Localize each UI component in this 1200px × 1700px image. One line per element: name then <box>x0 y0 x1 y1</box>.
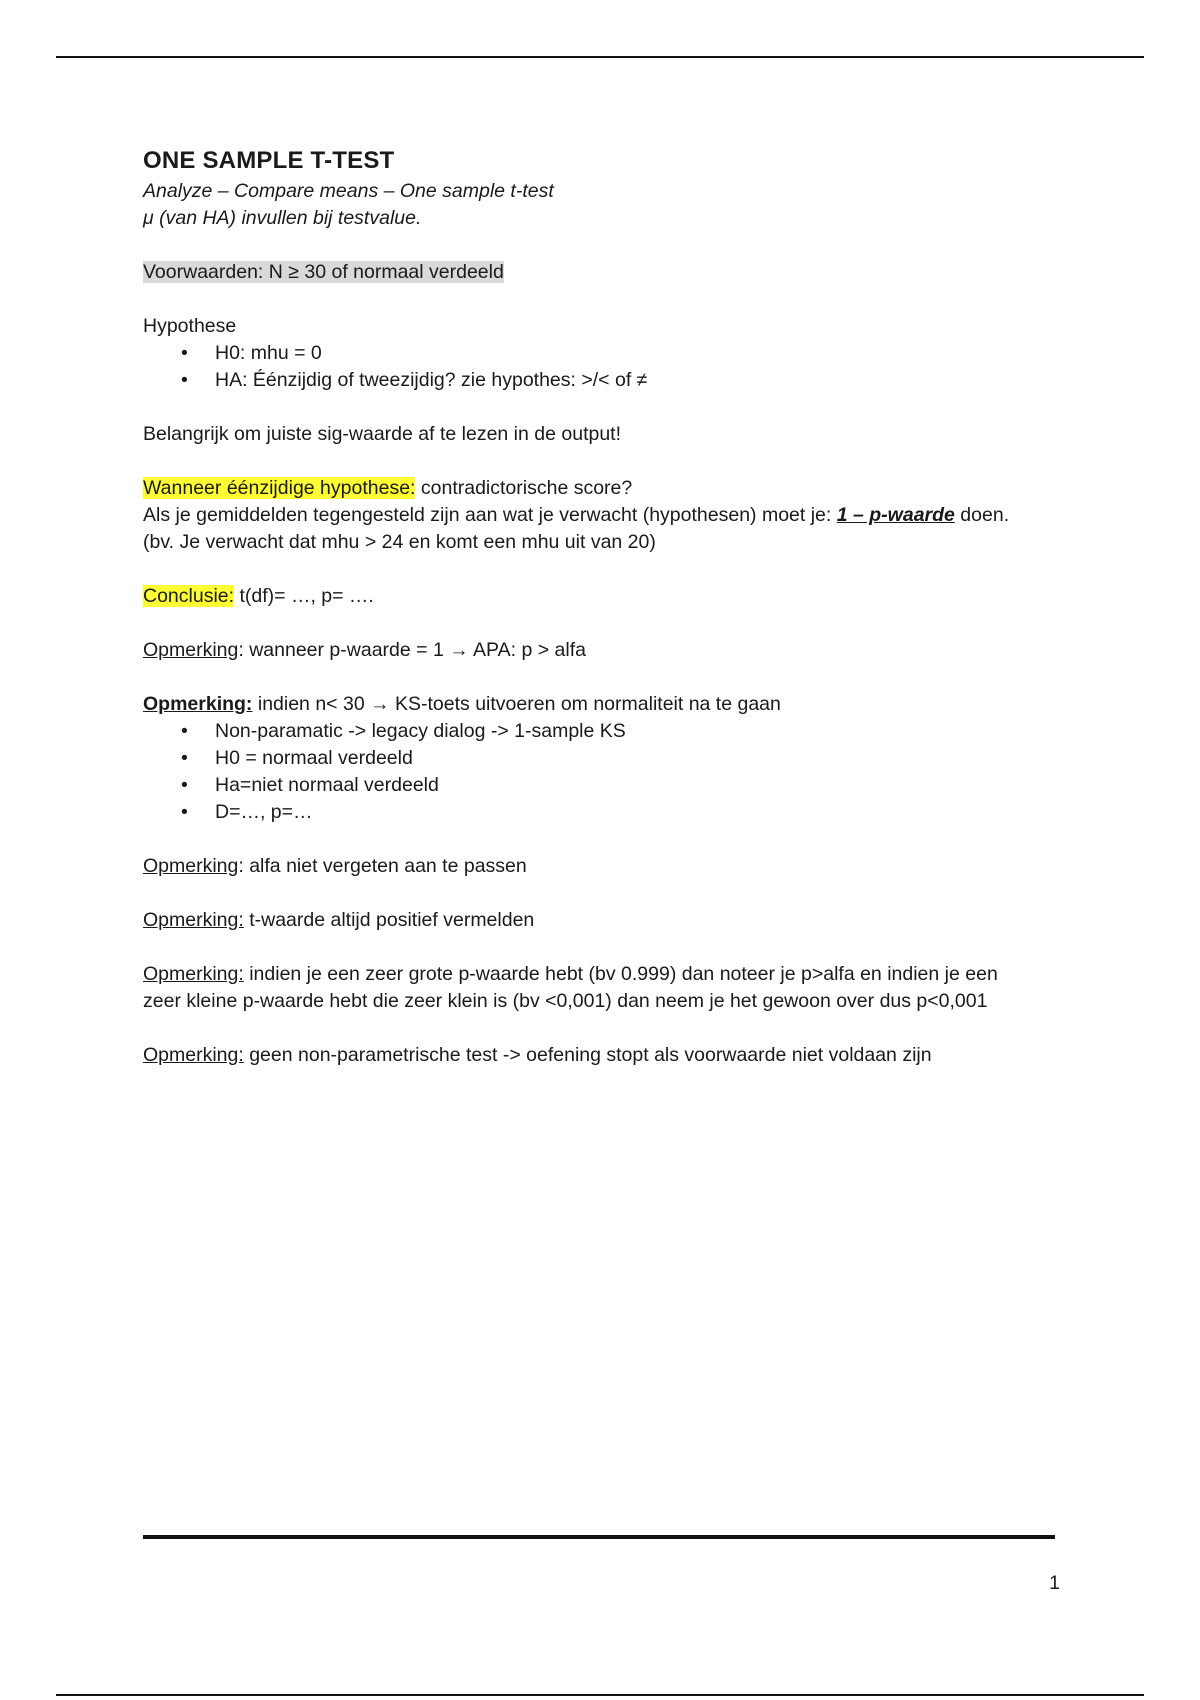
conclusion-highlight: Conclusie: <box>143 585 235 607</box>
hypothesis-heading: Hypothese <box>143 315 237 337</box>
spacer <box>143 286 1063 313</box>
bullet-icon: • <box>181 747 188 769</box>
hypothesis-list <box>143 340 1063 394</box>
conditions-highlight: Voorwaarden: N ≥ 30 of normaal verdeeld <box>143 261 504 283</box>
list-item <box>143 718 1063 745</box>
spacer <box>143 610 1063 637</box>
ks-report-format: D=…, p=… <box>215 801 313 823</box>
bullet-icon: • <box>181 801 188 823</box>
footer-rule <box>143 1535 1055 1539</box>
bullet-icon: • <box>181 369 188 391</box>
remark-6 <box>143 1042 1063 1069</box>
important-note: Belangrijk om juiste sig-waarde af te lezen in de output! <box>143 423 622 445</box>
one-sided-line <box>143 475 1063 502</box>
list-item <box>143 799 1063 826</box>
bullet-icon: • <box>181 774 188 796</box>
remark-2 <box>143 691 1063 718</box>
remark-label: Opmerking <box>143 639 239 661</box>
page-bottom-rule <box>56 1694 1144 1696</box>
page-title: ONE SAMPLE T-TEST <box>143 147 395 174</box>
remark-text: indien n< 30 → KS-toets uitvoeren om normaliteit na te gaan <box>252 693 781 715</box>
list-item <box>143 745 1063 772</box>
one-sided-text: contradictorische score? <box>415 477 633 499</box>
mean-text-after: doen. <box>954 504 1010 526</box>
remark-label: Opmerking <box>143 855 239 877</box>
bullet-icon: • <box>181 342 188 364</box>
remark-4 <box>143 907 1063 934</box>
remark-text: geen non-parametrische test -> oefening stopt als voorwaarde niet voldaan zijn <box>243 1044 932 1066</box>
one-minus-p-emphasis: 1 – p-waarde <box>836 504 955 526</box>
ks-test-list <box>143 718 1063 826</box>
spacer <box>143 934 1063 961</box>
remark-label: Opmerking: <box>143 693 253 715</box>
remark-5-continued: zeer kleine p-waarde hebt die zeer klein is (bv <0,001) dan neem je het gewoon over dus p<0,001 <box>143 990 988 1012</box>
list-item <box>143 772 1063 799</box>
spacer <box>143 880 1063 907</box>
one-sided-highlight: Wanneer éénzijdige hypothese: <box>143 477 416 499</box>
spacer <box>143 826 1063 853</box>
hypothesis-ha: HA: Éénzijdig of tweezijdig? zie hypothes: >/< of ≠ <box>215 369 648 391</box>
spacer <box>143 448 1063 475</box>
conditions-line <box>143 259 1063 286</box>
page-number: 1 <box>1049 1572 1060 1594</box>
ks-ha: Ha=niet normaal verdeeld <box>215 774 439 796</box>
testvalue-instruction: μ (van HA) invullen bij testvalue. <box>143 207 422 229</box>
remark-text: indien je een zeer grote p-waarde hebt (bv 0.999) dan noteer je p>alfa en indien je een <box>243 963 998 985</box>
remark-label: Opmerking: <box>143 963 244 985</box>
bullet-icon: • <box>181 720 188 742</box>
remark-label: Opmerking: <box>143 909 244 931</box>
spss-menu-path: Analyze – Compare means – One sample t-test <box>143 180 554 202</box>
list-item <box>143 340 1063 367</box>
list-item <box>143 367 1063 394</box>
mean-reversal-line <box>143 502 1063 529</box>
remark-label: Opmerking: <box>143 1044 244 1066</box>
ks-h0: H0 = normaal verdeeld <box>215 747 413 769</box>
remark-5 <box>143 961 1063 988</box>
ks-step: Non-paramatic -> legacy dialog -> 1-sample KS <box>215 720 626 742</box>
spacer <box>143 664 1063 691</box>
spacer <box>143 556 1063 583</box>
conclusion-format: t(df)= …, p= …. <box>234 585 374 607</box>
conclusion-line <box>143 583 1063 610</box>
page-top-rule <box>56 56 1144 58</box>
remark-text: : wanneer p-waarde = 1 → APA: p > alfa <box>238 639 586 661</box>
mean-text: Als je gemiddelden tegengesteld zijn aan wat je verwacht (hypothesen) moet je: <box>143 504 837 526</box>
remark-text: : alfa niet vergeten aan te passen <box>238 855 527 877</box>
remark-3 <box>143 853 1063 880</box>
spacer <box>143 394 1063 421</box>
remark-text: t-waarde altijd positief vermelden <box>243 909 535 931</box>
remark-1 <box>143 637 1063 664</box>
document-body <box>143 146 1063 1069</box>
spacer <box>143 232 1063 259</box>
example-line: (bv. Je verwacht dat mhu > 24 en komt een mhu uit van 20) <box>143 531 656 553</box>
hypothesis-h0: H0: mhu = 0 <box>215 342 322 364</box>
spacer <box>143 1015 1063 1042</box>
